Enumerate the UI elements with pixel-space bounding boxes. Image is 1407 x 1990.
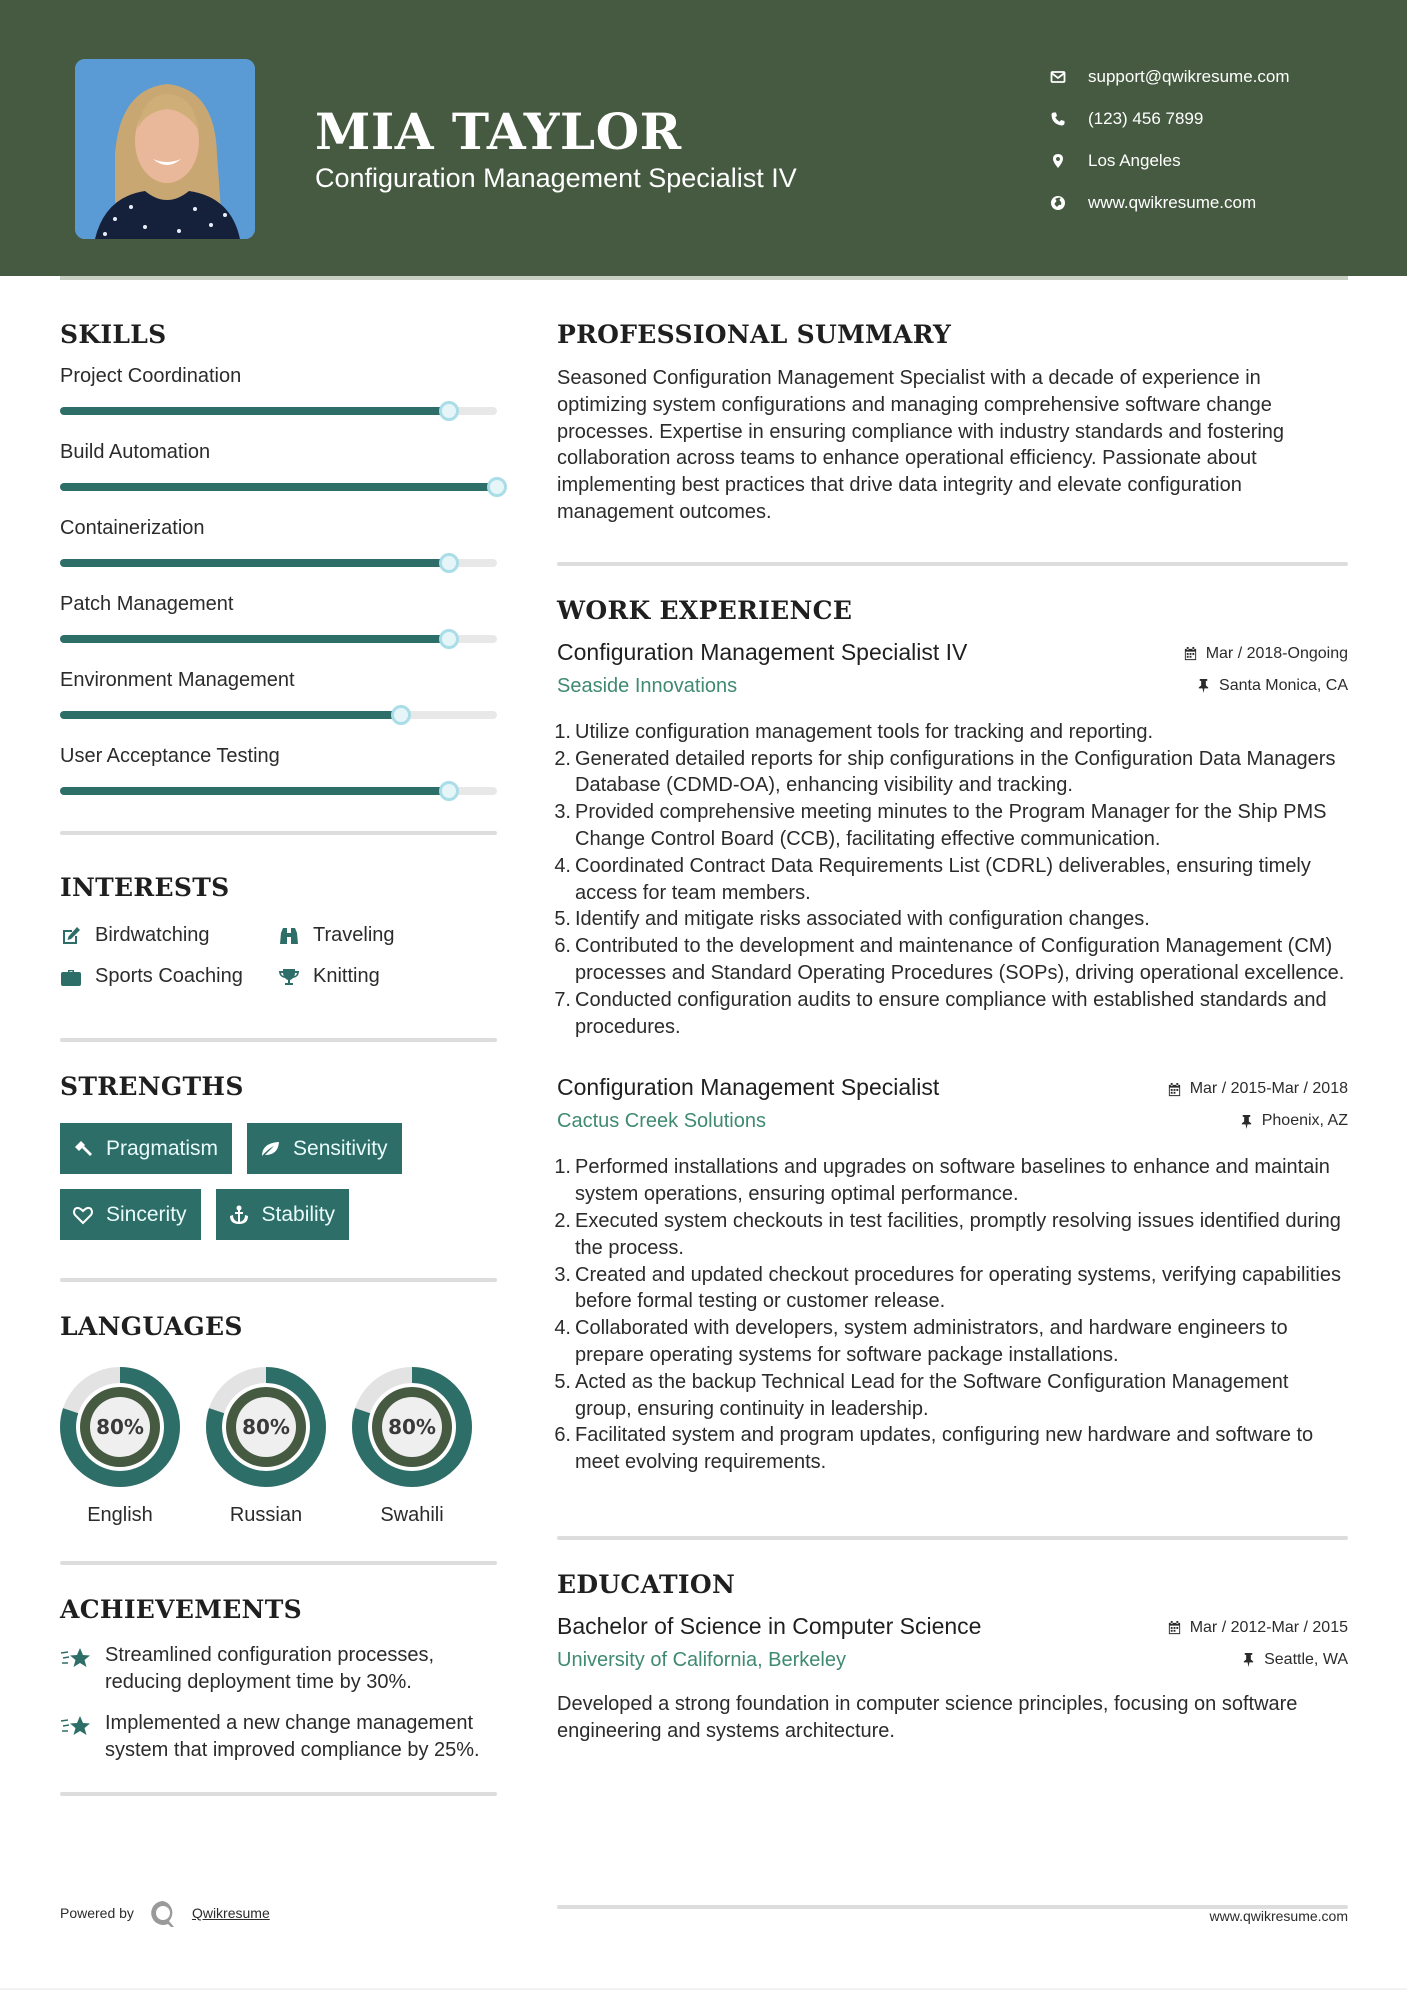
calendar-icon	[1167, 1620, 1182, 1635]
skill-item	[60, 593, 497, 669]
language-percent: 80%	[242, 1415, 290, 1439]
skill-bar-fill	[60, 635, 449, 643]
skills-section	[60, 320, 497, 821]
pushpin-icon	[1241, 1652, 1256, 1667]
contact-phone-text: (123) 456 7899	[1088, 109, 1204, 128]
school-name: University of California, Berkeley	[557, 1648, 846, 1671]
trophy-icon	[278, 966, 313, 988]
strength-tag	[216, 1189, 350, 1240]
envelope-icon	[1050, 69, 1088, 85]
language-item	[352, 1367, 472, 1527]
education-heading: EDUCATION	[557, 1569, 736, 1599]
skill-item	[60, 745, 497, 821]
job-entry	[554, 638, 1348, 1041]
duty-item: 5. Identify and mitigate risks associated with configuration changes.	[554, 908, 1150, 931]
job-date	[1167, 1080, 1348, 1098]
strength-label: Sincerity	[106, 1202, 187, 1226]
experience-heading: WORK EXPERIENCE	[557, 595, 853, 625]
language-name: Swahili	[380, 1504, 444, 1526]
skill-bar-knob	[391, 705, 411, 725]
skill-name: Containerization	[60, 517, 205, 539]
duty-item: 2. Executed system checkouts in test facilities, promptly resolving issues identified during the process.	[554, 1209, 1341, 1259]
skill-name: Patch Management	[60, 593, 234, 615]
duty-item: 1. Utilize configuration management tools for tracking and reporting.	[554, 720, 1154, 743]
strength-label: Stability	[261, 1202, 336, 1226]
strength-tag	[60, 1123, 232, 1174]
section-divider	[557, 1536, 1348, 1540]
job-date	[1183, 645, 1348, 663]
education-section	[557, 1570, 1348, 1745]
qwikresume-link[interactable]: Qwikresume	[191, 1905, 270, 1921]
language-progress-ring	[352, 1367, 472, 1487]
languages-heading: LANGUAGES	[60, 1312, 243, 1341]
job-date-text: Mar / 2015-Mar / 2018	[1189, 1080, 1348, 1098]
language-percent: 80%	[96, 1415, 144, 1439]
strength-label: Sensitivity	[293, 1136, 388, 1160]
skill-bar	[60, 635, 497, 643]
contact-location-text: Los Angeles	[1088, 151, 1181, 170]
skill-bar-knob	[439, 553, 459, 573]
language-name: English	[87, 1504, 153, 1526]
language-progress-ring	[60, 1367, 180, 1487]
language-progress-ring	[206, 1367, 326, 1487]
language-name: Russian	[229, 1504, 303, 1526]
left-column	[60, 320, 497, 1796]
interest-label: Sports Coaching	[95, 965, 243, 987]
skill-item	[60, 365, 497, 441]
strength-tag	[60, 1189, 201, 1240]
duty-item: 5. Acted as the backup Technical Lead for the Software Configuration Management group, ensuring continuity in leadership.	[554, 1370, 1289, 1420]
globe-icon	[1050, 195, 1088, 211]
powered-by-footer	[60, 1898, 270, 1928]
section-divider	[60, 1561, 497, 1565]
experience-section	[554, 595, 1348, 1476]
binoculars-icon	[278, 925, 313, 947]
job-title: Configuration Management Specialist	[557, 1074, 940, 1101]
skill-bar-knob	[439, 629, 459, 649]
skill-bar-fill	[60, 787, 449, 795]
job-entry	[554, 1074, 1348, 1476]
qwikresume-logo-icon	[148, 1898, 178, 1928]
language-item	[60, 1367, 180, 1527]
map-marker-icon	[1050, 153, 1088, 169]
contact-list	[1050, 56, 1290, 224]
calendar-icon	[1167, 1082, 1182, 1097]
candidate-name: MIA TAYLOR	[315, 102, 682, 161]
skill-item	[60, 441, 497, 517]
skill-bar-knob	[487, 477, 507, 497]
interest-item	[278, 924, 497, 947]
skill-bar-fill	[60, 559, 449, 567]
skill-name: Project Coordination	[60, 365, 242, 387]
job-location-text: Phoenix, AZ	[1261, 1112, 1348, 1130]
education-date-text: Mar / 2012-Mar / 2015	[1189, 1618, 1348, 1636]
section-divider	[60, 1792, 497, 1796]
duty-item: 7. Conducted configuration audits to ensure compliance with established standards and procedures.	[554, 988, 1327, 1038]
interest-label: Traveling	[313, 924, 395, 946]
languages-section	[60, 1312, 497, 1527]
duty-item: 2. Generated detailed reports for ship configurations in the Configuration Data Managers Database (CDMD-OA), enhancing visibility and tracking.	[554, 747, 1336, 797]
duty-item: 6. Contributed to the development and maintenance of Configuration Management (CM) processes and Standard Operating Procedures (SOPs), driving operational excellence.	[554, 935, 1345, 984]
summary-text: Seasoned Configuration Management Specialist with a decade of experience in optimizing system configurations and managing comprehensive software change processes. Expertise in ensuring compliance with industry standards and fostering collaboration across teams to enhance operational efficiency. Passionate about implementing best practices that drive data integrity and elevate configuration management outcomes.	[557, 367, 1285, 523]
education-description: Developed a strong foundation in computer science principles, focusing on software engineering and systems architecture.	[557, 1692, 1298, 1742]
duty-item: 3. Provided comprehensive meeting minutes to the Program Manager for the Ship PMS Change Control Board (CCB), facilitating effective communication.	[554, 801, 1327, 850]
skill-bar	[60, 711, 497, 719]
profile-photo	[75, 59, 255, 239]
strengths-heading: STRENGTHS	[60, 1072, 244, 1101]
interest-item	[60, 965, 278, 988]
achievement-text: Implemented a new change management system that improved compliance by 25%.	[105, 1712, 480, 1761]
skill-bar-fill	[60, 407, 449, 415]
interest-item	[278, 965, 497, 988]
contact-location	[1050, 140, 1290, 182]
leaf-icon	[259, 1138, 281, 1160]
duty-item: 1. Performed installations and upgrades on software baselines to enhance and maintain system operations, ensuring optimal performance.	[554, 1156, 1330, 1206]
achievement-item	[60, 1642, 497, 1696]
pushpin-icon	[1239, 1114, 1254, 1129]
interest-label: Birdwatching	[95, 924, 210, 946]
job-duties	[554, 719, 1348, 1041]
skill-name: Build Automation	[60, 441, 211, 463]
strengths-section	[60, 1072, 497, 1240]
header-divider	[60, 276, 1348, 280]
education-date	[1167, 1619, 1348, 1637]
skill-bar	[60, 407, 497, 415]
job-title: Configuration Management Specialist IV	[557, 638, 968, 665]
language-item	[206, 1367, 326, 1527]
strength-tag	[247, 1123, 402, 1174]
interest-item	[60, 924, 278, 947]
job-date-text: Mar / 2018-Ongoing	[1205, 644, 1348, 662]
duty-item: 4. Collaborated with developers, system administrators, and hardware engineers to prepare operating systems for software package installations.	[554, 1317, 1288, 1366]
portrait-image	[75, 59, 255, 239]
interest-label: Knitting	[313, 965, 380, 987]
education-location-text: Seattle, WA	[1264, 1650, 1348, 1668]
contact-website[interactable]	[1050, 182, 1290, 224]
strength-label: Pragmatism	[106, 1136, 219, 1160]
language-percent: 80%	[388, 1415, 436, 1439]
anchor-icon	[228, 1204, 250, 1226]
skill-bar-knob	[439, 781, 459, 801]
job-location	[1196, 677, 1348, 695]
skill-bar-fill	[60, 483, 497, 491]
education-entry	[557, 1613, 1348, 1745]
job-location-text: Santa Monica, CA	[1219, 676, 1348, 694]
section-divider	[60, 831, 497, 835]
achievement-item	[60, 1710, 497, 1764]
achievement-text: Streamlined configuration processes, reducing deployment time by 30%.	[105, 1644, 435, 1693]
job-company: Seaside Innovations	[557, 674, 738, 697]
duty-item: 6. Facilitated system and program updates, configuring new hardware and software to meet evolving requirements.	[554, 1424, 1314, 1474]
skill-bar	[60, 559, 497, 567]
job-location	[1239, 1112, 1348, 1130]
interests-heading: INTERESTS	[60, 873, 230, 902]
interests-section	[60, 873, 497, 988]
contact-email[interactable]	[1050, 56, 1290, 98]
powered-by-label: Powered by	[60, 1905, 134, 1921]
pushpin-icon	[1196, 678, 1211, 693]
section-divider	[557, 562, 1348, 566]
job-company: Cactus Creek Solutions	[557, 1110, 766, 1133]
summary-heading: PROFESSIONAL SUMMARY	[557, 320, 952, 349]
skill-name: User Acceptance Testing	[60, 745, 280, 767]
section-divider	[60, 1278, 497, 1282]
skill-item	[60, 669, 497, 745]
skill-bar	[60, 787, 497, 795]
edit-icon	[60, 925, 95, 947]
education-location	[1241, 1651, 1348, 1669]
heart-icon	[72, 1204, 94, 1226]
contact-phone[interactable]	[1050, 98, 1290, 140]
skill-bar	[60, 483, 497, 491]
achievements-heading: ACHIEVEMENTS	[60, 1595, 302, 1624]
contact-email-text: support@qwikresume.com	[1088, 67, 1290, 86]
shooting-star-icon	[60, 1642, 105, 1696]
skill-bar-knob	[439, 401, 459, 421]
skill-item	[60, 517, 497, 593]
duty-item: 3. Created and updated checkout procedures for operating systems, verifying capabilities before formal testing or customer release.	[554, 1263, 1341, 1313]
section-divider	[60, 1038, 497, 1042]
contact-website-text: www.qwikresume.com	[1088, 193, 1257, 212]
footer-website[interactable]: www.qwikresume.com	[1209, 1908, 1348, 1924]
calendar-icon	[1183, 646, 1198, 661]
skill-name: Environment Management	[60, 669, 295, 691]
degree-title: Bachelor of Science in Computer Science	[557, 1612, 982, 1639]
achievements-section	[60, 1595, 497, 1764]
summary-section	[557, 320, 1348, 526]
job-duties	[554, 1154, 1348, 1476]
gavel-icon	[72, 1138, 94, 1160]
right-column	[554, 320, 1348, 1745]
resume-header	[0, 0, 1407, 276]
duty-item: 4. Coordinated Contract Data Requirements List (CDRL) deliverables, ensuring timely access for team members.	[554, 854, 1311, 904]
candidate-title: Configuration Management Specialist IV	[315, 163, 797, 193]
skill-bar-fill	[60, 711, 401, 719]
skills-heading: SKILLS	[60, 320, 167, 349]
phone-icon	[1050, 111, 1088, 127]
briefcase-icon	[60, 966, 95, 988]
shooting-star-icon	[60, 1710, 105, 1764]
